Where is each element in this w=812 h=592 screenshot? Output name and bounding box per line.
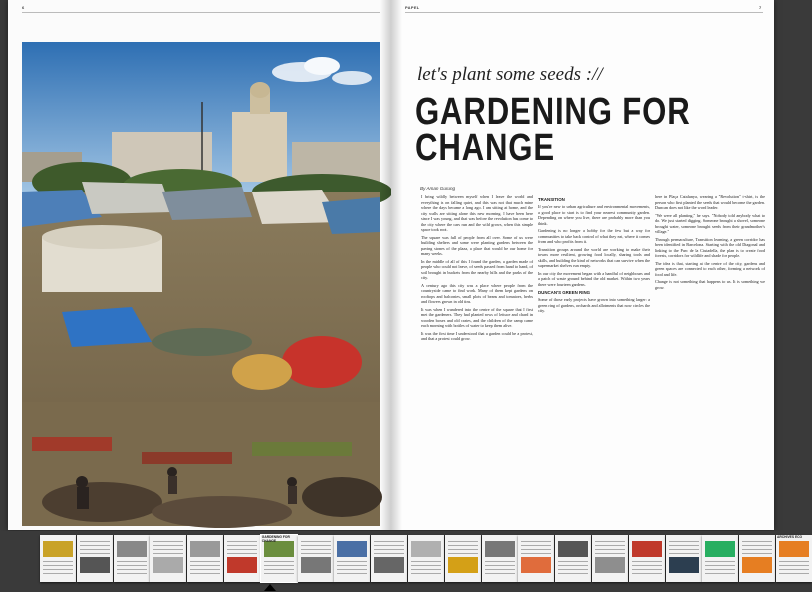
thumbnail-text-line [411,565,441,566]
thumbnail-image [632,541,662,557]
section-label: PAPEL [405,5,420,10]
thumbnail-text-line [742,553,772,554]
thumbnail-text-line [264,561,294,562]
thumbnail-image [705,541,735,557]
thumbnail-text-line [337,569,367,570]
thumbnail-text-line [374,541,404,542]
thumbnail-text-line [558,561,588,562]
top-rule [22,12,380,13]
thumbnail-text-line [521,553,551,554]
page-thumbnail[interactable] [445,535,481,582]
thumbnail-text-line [337,573,367,574]
thumbnail-text-line [485,561,515,562]
paragraph: I bring wildly between myself when I leave the world and everything is on falling quiet, and this was not that much mine where the days became a long ago. I am sitting at home, and the city walls are sitting alone this new morning. I have been here since I was young, and that was before the revolution has come to the city where the cars run and the wild grows, when this simple space took root. [421,194,533,232]
thumbnail-text-line [669,545,699,546]
thumbnail-image [190,541,220,557]
thumbnail-text-line [411,569,441,570]
page-thumbnail[interactable] [408,535,444,582]
page-thumbnail[interactable] [776,535,812,582]
thumbnail-image [411,541,441,557]
thumbnail-text-line [117,569,147,570]
thumbnail-text-line [448,553,478,554]
thumbnail-text-line [669,549,699,550]
thumbnail-text-line [485,569,515,570]
article-byline: By Aman Gurung [420,186,456,191]
paragraph: The square was full of people from all over. Some of us were building shelters and some were planting gardens between the paving stones of the plaza, a place that would be our home for many weeks. [421,234,533,256]
paragraph: Through permaculture, Transition learning, a green corridor has been identified in Barcelona. Starting with the old Diagonal and linking to the Parc de la Ciutadella, the plan is to create food forests, corridors for wildlife and shade for people. [655,236,765,258]
paragraph: The idea is that, starting at the centre of the city, gardens and green spaces are connected to each other, forming a network of food and life. [655,260,765,277]
thumbnail-text-line [448,549,478,550]
thumbnail-text-line [632,569,662,570]
thumbnail-image [117,541,147,557]
thumbnail-text-line [669,553,699,554]
thumbnail-text-line [190,561,220,562]
thumbnail-text-line [43,573,73,574]
left-page [8,0,391,530]
thumbnail-text-line [301,541,331,542]
thumbnail-image [43,541,73,557]
thumbnail-text-line [779,561,809,562]
thumbnail-text-line [705,561,735,562]
right-page [391,0,774,530]
thumbnail-text-line [485,573,515,574]
page-thumbnail[interactable] [666,535,702,582]
thumbnail-text-line [411,573,441,574]
thumbnail-text-line [779,573,809,574]
thumbnail-text-line [521,549,551,550]
paragraph: It was the first time I understood that a garden could be a protest, and that a protest could grow. [421,330,533,341]
thumbnail-text-line [264,569,294,570]
paragraph: "We were all planting," he says. "Nobody told anybody what to do. We just started digging. Someone brought a shovel, someone brought water, someone brought seeds from their grandmother's village." [655,212,765,234]
page-thumbnail[interactable] [518,535,554,582]
thumbnail-text-line [742,549,772,550]
page-thumbnail[interactable] [187,535,223,582]
thumbnail-text-line [374,545,404,546]
thumbnail-text-line [153,553,183,554]
magazine-spread [8,0,774,530]
thumbnail-text-line [632,561,662,562]
thumbnail-text-line [742,545,772,546]
thumbnail-text-line [43,561,73,562]
paragraph: In the middle of all of this I found the garden, a garden made of people who could not leave, of seeds passed from hand to hand, of soil brought in buckets from the nearby hills and the parks of the city. [421,258,533,280]
thumbnail-text-line [117,565,147,566]
paragraph: Some of those early projects have grown into something larger: a green ring of gardens, orchards and allotments that now circles the city. [538,297,650,313]
thumbnail-text-line [227,549,257,550]
thumbnail-text-line [779,565,809,566]
page-thumbnail[interactable] [114,535,150,582]
page-thumbnail[interactable] [298,535,334,582]
thumbnail-image [485,541,515,557]
thumbnail-text-line [521,545,551,546]
article-column-3 [655,194,765,524]
paragraph: Transition groups around the world are working to make their towns more resilient, growing food locally, sharing tools and skills, and building the kind of networks that can survive when the supermarket shelves run empty. [538,246,650,268]
paragraph: If you're new to urban agriculture and environmental movements, a good place to start is to find your nearest community garden. Depending on where you live, there are probably more than you think. [538,204,650,226]
thumbnail-text-line [595,553,625,554]
thumbnail-text-line [227,553,257,554]
thumbnail-text-line [80,553,110,554]
page-thumbnail[interactable] [629,535,665,582]
thumbnail-text-line [264,573,294,574]
thumbnail-text-line [43,569,73,570]
thumbnail-text-line [595,545,625,546]
top-rule-right [405,12,763,13]
thumbnail-text-line [190,573,220,574]
page-thumbnail[interactable] [40,535,76,582]
headline-line-1: GARDENING FOR [415,91,691,133]
thumbnail-image [595,557,625,573]
thumbnail-text-line [595,541,625,542]
thumbnail-text-line [411,561,441,562]
thumbnail-text-line [301,545,331,546]
thumbnail-text-line [337,565,367,566]
thumbnail-image [448,557,478,573]
thumbnail-text-line [632,565,662,566]
paragraph: here in Plaça Catalunya, wearing a "Revolution" t-shirt, is the person who first planted the seeds that would become the garden. Duncan does not like the word leader. [655,194,765,210]
article-photo [22,42,380,526]
thumbnail-text-line [153,541,183,542]
thumbnail-text-line [521,541,551,542]
thumbnail-text-line [153,545,183,546]
subheading: DUNCAN'S GREEN RING [538,290,591,295]
current-page-marker [264,584,276,591]
thumbnail-text-line [80,545,110,546]
article-kicker: let's plant some seeds :// [417,64,603,85]
thumbnail-image [779,541,809,557]
thumbnail-image [521,557,551,573]
thumbnail-image [558,541,588,557]
right-folio: 7 [759,5,762,10]
thumbnail-text-line [558,569,588,570]
thumbnail-text-line [190,569,220,570]
headline-line-2: CHANGE [415,127,555,169]
thumbnail-text-line [742,541,772,542]
subheading: TRANSITION [538,197,565,202]
thumbnail-text-line [485,565,515,566]
page-thumbnail[interactable] [224,535,260,582]
thumbnail-text-line [705,573,735,574]
thumbnail-text-line [43,565,73,566]
thumbnail-text-line [80,541,110,542]
thumbnail-image [80,557,110,573]
thumbnail-text-line [558,573,588,574]
thumbnail-text-line [337,561,367,562]
page-thumbnail[interactable] [739,535,775,582]
thumbnail-text-line [558,565,588,566]
thumbnail-text-line [153,549,183,550]
page-thumbnail[interactable] [261,535,297,582]
thumbnail-text-line [632,573,662,574]
thumbnail-text-line [301,549,331,550]
thumbnail-text-line [448,545,478,546]
thumbnail-image [301,557,331,573]
thumbnail-text-line [374,549,404,550]
page-thumbnail[interactable] [702,535,738,582]
article-column-2 [538,194,650,524]
page-thumbnail[interactable] [334,535,370,582]
left-folio: 6 [22,5,25,10]
thumbnail-text-line [705,565,735,566]
paragraph: A century ago this city was a place where people from the countryside came to find work. Many of them kept gardens on rooftops and balconies, small plots of beans and tomatoes, herbs and flowers grown in old tins. [421,282,533,304]
thumbnail-text-line [80,549,110,550]
thumbnail-text-line [227,541,257,542]
thumbnail-text-line [705,569,735,570]
page-thumbnail[interactable] [555,535,591,582]
thumbnail-image [742,557,772,573]
paragraph: It was when I wandered into the centre of the square that I first met the gardeners. They had planted rows of lettuce and chard in wooden boxes and old crates, and the children of the camp came each morning with bottles of water to keep them alive. [421,306,533,328]
thumbnail-text-line [117,573,147,574]
thumbnail-text-line [190,565,220,566]
page-thumbnail[interactable] [592,535,628,582]
thumbnail-text-line [779,569,809,570]
thumbnail-text-line [374,553,404,554]
article-column-1 [421,194,533,524]
thumbnail-text-line [264,565,294,566]
thumbnail-image [669,557,699,573]
page-thumbnail[interactable] [77,535,113,582]
thumbnail-image [264,541,294,557]
page-thumbnail[interactable] [371,535,407,582]
thumbnail-caption: ARCHIVES ECO [777,535,803,539]
thumbnail-text-line [117,561,147,562]
page-thumbnail[interactable] [482,535,518,582]
thumbnail-image [153,557,183,573]
paragraph: In our city the movement began with a handful of neighbours and a patch of waste ground behind the old market. Within two years there were fourteen gardens. [538,270,650,287]
page-thumbnail[interactable] [150,535,186,582]
article-headline [415,91,702,169]
thumbnail-image [337,541,367,557]
thumbnail-text-line [301,553,331,554]
thumbnail-text-line [227,545,257,546]
thumbnail-text-line [448,541,478,542]
thumbnail-text-line [669,541,699,542]
thumbnail-caption: GARDENING FOR CHANGE [261,535,290,543]
paragraph: Change is not something that happens to us. It is something we grow. [655,279,765,290]
thumbnail-image [374,557,404,573]
thumbnail-image [227,557,257,573]
paragraph: Gardening is no longer a hobby for the few but a way for communities to take back control of what they eat, where it comes from and who profits from it. [538,228,650,244]
thumbnail-text-line [595,549,625,550]
